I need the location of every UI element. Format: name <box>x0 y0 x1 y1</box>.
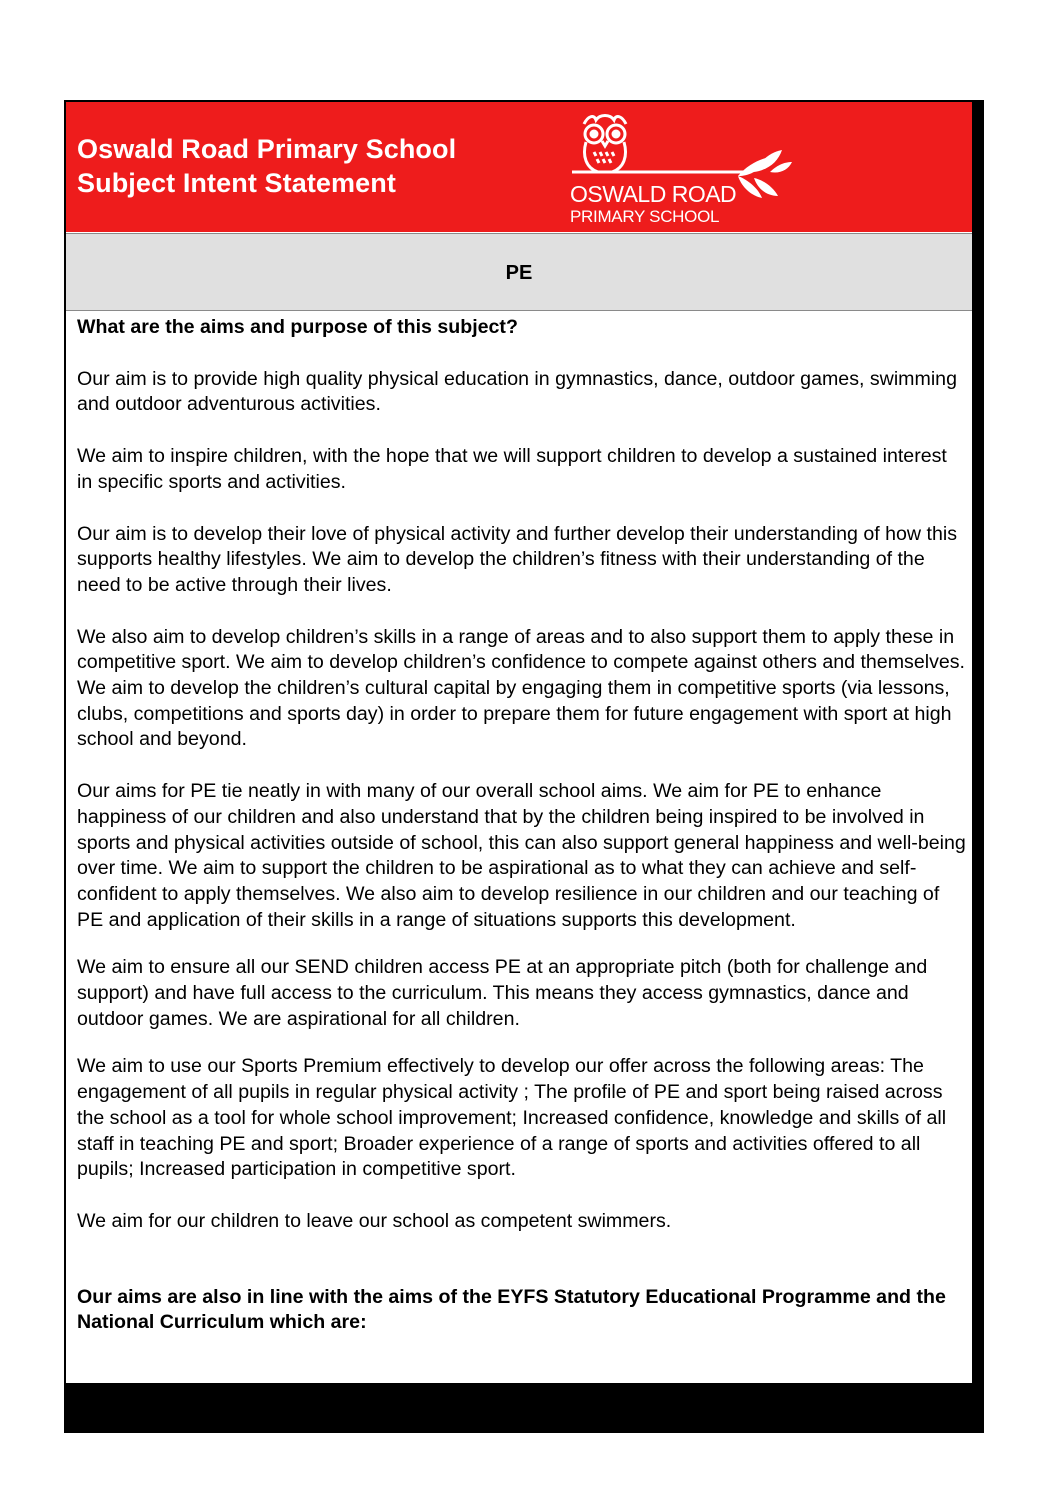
paragraph-4: We also aim to develop children’s skills in a range of areas and to also support them to apply these in competitive sport. We aim to develop children’s confidence to compete against others and themselves. We aim to develop the children’s cultural capital by engaging them in competitive sports (via lessons, clubs, competitions and sports day) in order to prepare them for future engagement with sport at high school and beyond. <box>77 625 966 751</box>
logo-text-line1: OSWALD ROAD <box>570 181 737 207</box>
document-page <box>66 102 972 1383</box>
document-frame <box>64 100 984 1433</box>
paragraph-5: Our aims for PE tie neatly in with many of our overall school aims. We aim for PE to enhance happiness of our children and also understand that by the children being inspired to be involved in sports and physical activities outside of school, this can also support general happiness and well-being over time. We aim to support the children to be aspirational as to what they can achieve and self-confident to apply themselves. We also aim to develop resilience in our children and our teaching of PE and application of their skills in a range of situations supports this development. <box>77 780 966 931</box>
logo-text-line2: PRIMARY SCHOOL <box>570 207 720 226</box>
aims-question-heading: What are the aims and purpose of this subject? <box>77 316 518 338</box>
owl-icon <box>584 116 626 173</box>
subject-label: PE <box>505 262 533 284</box>
school-logo <box>566 110 796 226</box>
header-title <box>77 132 456 200</box>
subject-band <box>66 233 972 311</box>
content-area <box>77 315 967 1336</box>
paragraph-8: We aim for our children to leave our school as competent swimmers. <box>77 1209 672 1232</box>
leaves-icon <box>738 150 792 198</box>
statement-title: Subject Intent Statement <box>77 168 396 198</box>
header-band <box>66 102 972 232</box>
paragraph-2: We aim to inspire children, with the hope that we will support children to develop a sustained interest in specific sports and activities. <box>77 445 947 493</box>
paragraph-6: We aim to ensure all our SEND children access PE at an appropriate pitch (both for challenge and support) and have full access to the curriculum. This means they access gymnastics, dance and outdoor games. We are aspirational for all children. <box>77 956 928 1030</box>
school-name: Oswald Road Primary School <box>77 134 457 164</box>
paragraph-1: Our aim is to provide high quality physical education in gymnastics, dance, outdoor games, swimming and outdoor adventurous activities. <box>77 367 957 416</box>
paragraph-7: We aim to use our Sports Premium effectively to develop our offer across the following areas: The engagement of all pupils in regular physical activity ; The profile of PE and sport being raised across the school as a tool for whole school improvement; Increased confidence, knowledge and skills of all staff in teaching PE and sport; Broader experience of a range of sports and activities offered to all pupils; Increased participation in competitive sport. <box>77 1055 947 1181</box>
closing-bold-paragraph: Our aims are also in line with the aims of the EYFS Statutory Educational Programme and the National Curriculum which are: <box>77 1285 946 1334</box>
paragraph-3: Our aim is to develop their love of physical activity and further develop their understanding of how this supports healthy lifestyles. We aim to develop the children’s fitness with their understanding of the need to be active through their lives. <box>77 522 958 596</box>
